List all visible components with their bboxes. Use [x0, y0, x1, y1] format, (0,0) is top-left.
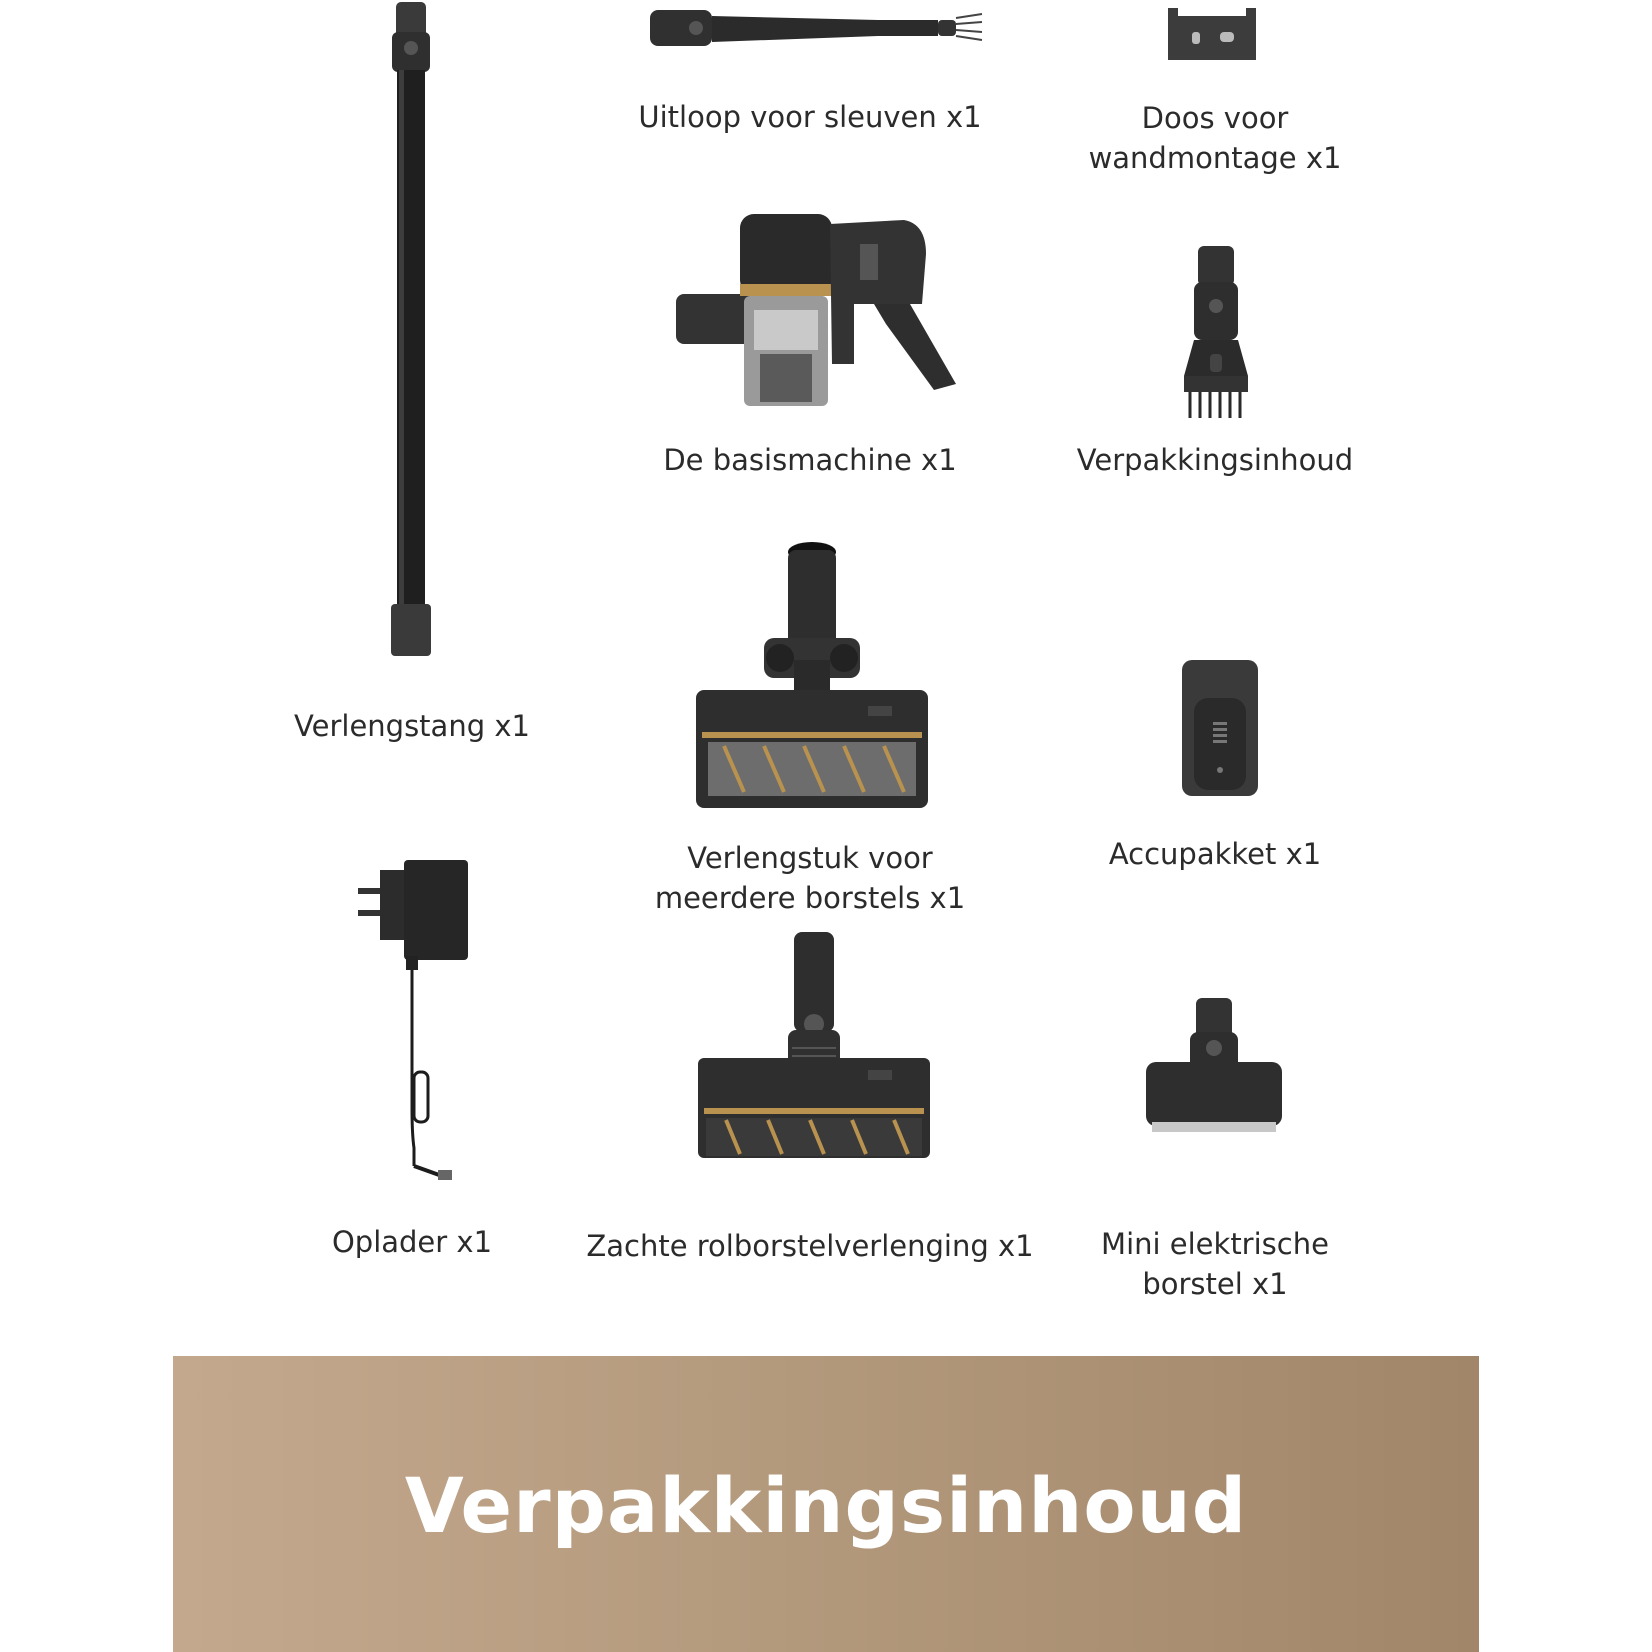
charger-label: Oplader x1 [331, 1225, 493, 1259]
banner [173, 1356, 1479, 1652]
banner-title: Verpakkingsinhoud [404, 1461, 1248, 1550]
main-unit-icon [674, 214, 960, 414]
mini-brush-label: Mini elektrische borstel x1 [1101, 1227, 1329, 1301]
multi-brush-head-icon [694, 540, 930, 810]
extension-rod-icon [380, 0, 450, 660]
soft-roller-head-icon [696, 930, 932, 1160]
wall-mount-label: Doos voor wandmontage x1 [1088, 101, 1342, 175]
main-unit-label: De basismachine x1 [663, 443, 957, 477]
battery-label: Accupakket x1 [1108, 837, 1322, 871]
extension-rod-label: Verlengstang x1 [294, 709, 530, 743]
wall-mount-icon [1166, 4, 1258, 62]
brush-tool-label: Verpakkingsinhoud [1076, 443, 1354, 477]
crevice-tool-icon [648, 4, 986, 54]
crevice-tool-label: Uitloop voor sleuven x1 [638, 100, 982, 134]
brush-tool-icon [1180, 244, 1252, 422]
charger-icon [356, 858, 472, 1184]
soft-roller-label: Zachte rolborstelverlenging x1 [586, 1229, 1034, 1263]
multi-brush-label: Verlengstuk voor meerdere borstels x1 [654, 841, 966, 915]
mini-electric-brush-icon [1144, 996, 1284, 1138]
battery-pack-icon [1180, 658, 1260, 798]
